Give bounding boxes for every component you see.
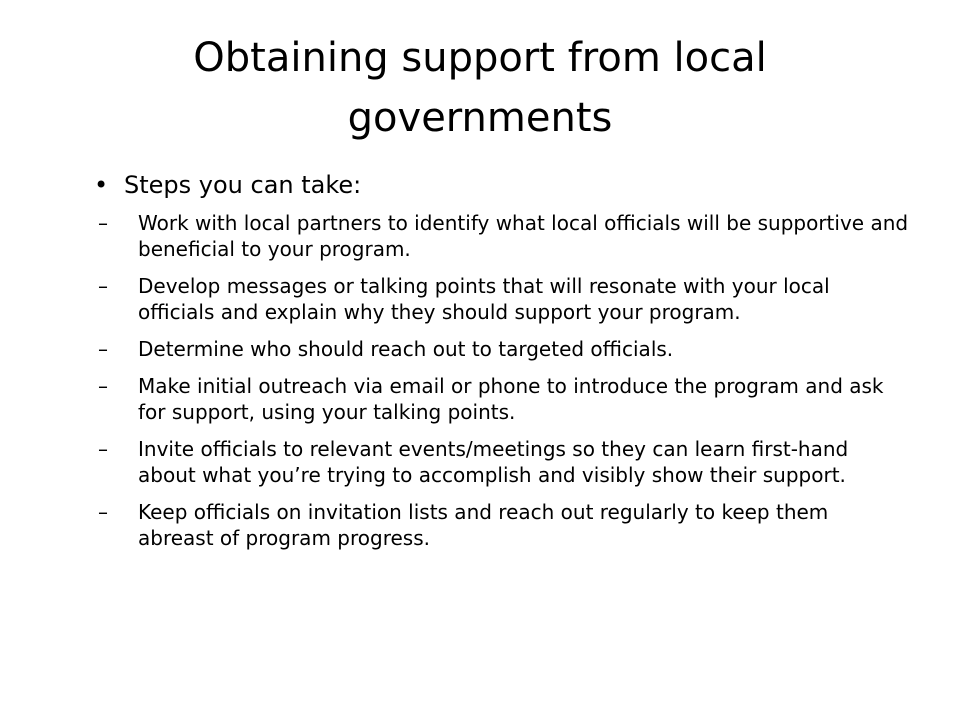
slide-content — [0, 170, 960, 562]
step-text: Make initial outreach via email or phone to introduce the program and ask for support, using your talking points. — [138, 374, 884, 424]
step-item — [98, 273, 910, 325]
step-item — [98, 373, 910, 425]
slide-title: Obtaining support from local governments — [193, 35, 767, 141]
main-bullet — [94, 170, 960, 200]
dash-marker: – — [98, 337, 108, 361]
dash-marker: – — [98, 374, 108, 398]
dash-marker: – — [98, 500, 108, 524]
step-item — [98, 336, 910, 362]
step-item — [98, 210, 910, 262]
step-text: Invite officials to relevant events/meetings so they can learn first-hand about what you’re trying to accomplish and visibly show their support. — [138, 437, 849, 487]
steps-list — [0, 210, 960, 551]
step-item — [98, 436, 910, 488]
step-item — [98, 499, 910, 551]
dash-marker: – — [98, 437, 108, 461]
step-text: Develop messages or talking points that will resonate with your local officials and explain why they should support your program. — [138, 274, 830, 324]
dash-marker: – — [98, 274, 108, 298]
step-text: Keep officials on invitation lists and reach out regularly to keep them abreast of program progress. — [138, 500, 829, 550]
step-text: Work with local partners to identify what local officials will be supportive and beneficial to your program. — [138, 211, 909, 261]
main-bullet-text: Steps you can take: — [124, 171, 362, 199]
dash-marker: – — [98, 211, 108, 235]
bullet-marker: • — [94, 171, 109, 199]
step-text: Determine who should reach out to targeted officials. — [138, 337, 674, 361]
